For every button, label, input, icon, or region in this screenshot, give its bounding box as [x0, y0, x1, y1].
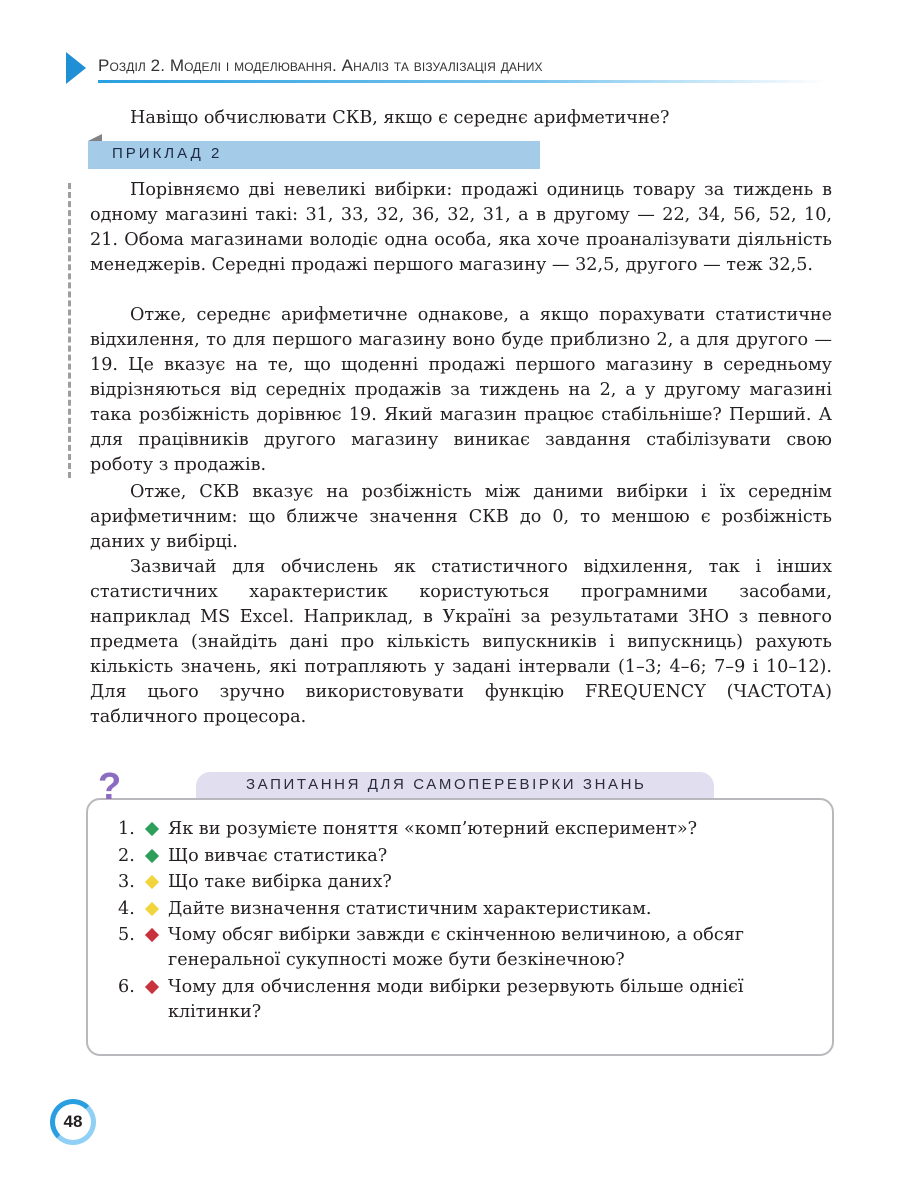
level-diamond-icon: [145, 901, 159, 915]
intro-question: Навіщо обчислювати СКВ, якщо є середнє арифметичне?: [130, 108, 670, 128]
question-item: [118, 923, 818, 973]
question-text: Чому обсяг вибірки завжди є скінченною величиною, а обсяг генеральної сукупності може бути безкінечною?: [168, 925, 745, 970]
example-paragraph-2: Отже, середнє арифметичне однакове, а якщо порахувати статистичне відхилення, то для першого магазину воно буде приблизно 2, а для другого — 19. Це вказує на те, що щоденні продажі першого магазину в середньому відрізняються від середніх продажів за тиждень на 2, а у другому магазині така розбіжність дорівнює 19. Який магазин працює стабільніше? Перший. А для працівників другого магазину виникає завдання стабілізувати свою роботу з продажів.: [90, 305, 832, 475]
level-diamond-icon: [145, 822, 159, 836]
question-list: [118, 817, 818, 1026]
question-number: 1.: [118, 819, 135, 839]
level-diamond-icon: [145, 848, 159, 862]
self-check-title: ЗАПИТАННЯ ДЛЯ САМОПЕРЕВІРКИ ЗНАНЬ: [246, 776, 647, 793]
question-number: 4.: [118, 898, 135, 919]
question-text: Дайте визначення статистичним характеристикам.: [168, 898, 652, 919]
arrow-right-icon: [66, 52, 86, 84]
example-tab-notch: [88, 134, 102, 141]
level-diamond-icon: [145, 979, 159, 993]
header-underline: [98, 80, 828, 83]
question-item: [118, 975, 818, 1025]
question-number: 2.: [118, 845, 135, 866]
question-text: Як ви розумієте поняття «комп’ютерний експеримент»?: [168, 819, 698, 839]
question-item: [118, 844, 818, 869]
level-diamond-icon: [145, 875, 159, 889]
question-mark-icon: ?: [98, 766, 122, 808]
section-header: [66, 50, 846, 84]
question-item: [118, 817, 818, 842]
question-text: Чому для обчислення моди вибірки резервують більше однієї клітинки?: [168, 976, 744, 1022]
question-text: Що таке вибірка даних?: [168, 872, 392, 892]
page-number: 48: [63, 1112, 83, 1131]
question-number: 3.: [118, 872, 135, 892]
example-paragraph-1: Порівняємо дві невеликі вибірки: продажі одиниць товару за тиждень в одному магазині такі: 31, 33, 32, 36, 32, 31, а в другому — 22, 34, 56, 52, 10, 21. Обома магазинами володіє одна особа, яка хоче проаналізувати діяльність менеджерів. Середні продажі першого магазину — 32,5, другого — теж 32,5.: [90, 180, 832, 275]
body-paragraph-2: Зазвичай для обчислень як статистичного відхилення, так і інших статистичних характеристик користуються програмними засобами, наприклад MS Excel. Наприклад, в Україні за результатами ЗНО з певного предмета (знайдіть дані про кількість випускників і випускниць) рахують кількість значень, які потрапляють у задані інтервали (1–3; 4–6; 7–9 і 10–12). Для цього зручно використовувати функцію FREQUENCY (ЧАСТОТА) табличного процесора.: [90, 557, 832, 727]
page-number-badge: [50, 1099, 96, 1145]
question-item: [118, 897, 818, 922]
question-item: [118, 870, 818, 895]
example-label: ПРИКЛАД 2: [112, 145, 223, 162]
section-title: Розділ 2. Моделі і моделювання. Аналіз та візуалізація даних: [98, 56, 543, 75]
question-number: 6.: [118, 976, 135, 997]
body-paragraph-1: Отже, СКВ вказує на розбіжність між даними вибірки і їх середнім арифметичним: що ближче значення СКВ до 0, то меншою є розбіжність даних у вибірці.: [90, 482, 832, 552]
question-text: Що вивчає статистика?: [168, 845, 388, 866]
example-margin-rule: [68, 183, 71, 478]
question-number: 5.: [118, 925, 135, 945]
level-diamond-icon: [145, 928, 159, 942]
